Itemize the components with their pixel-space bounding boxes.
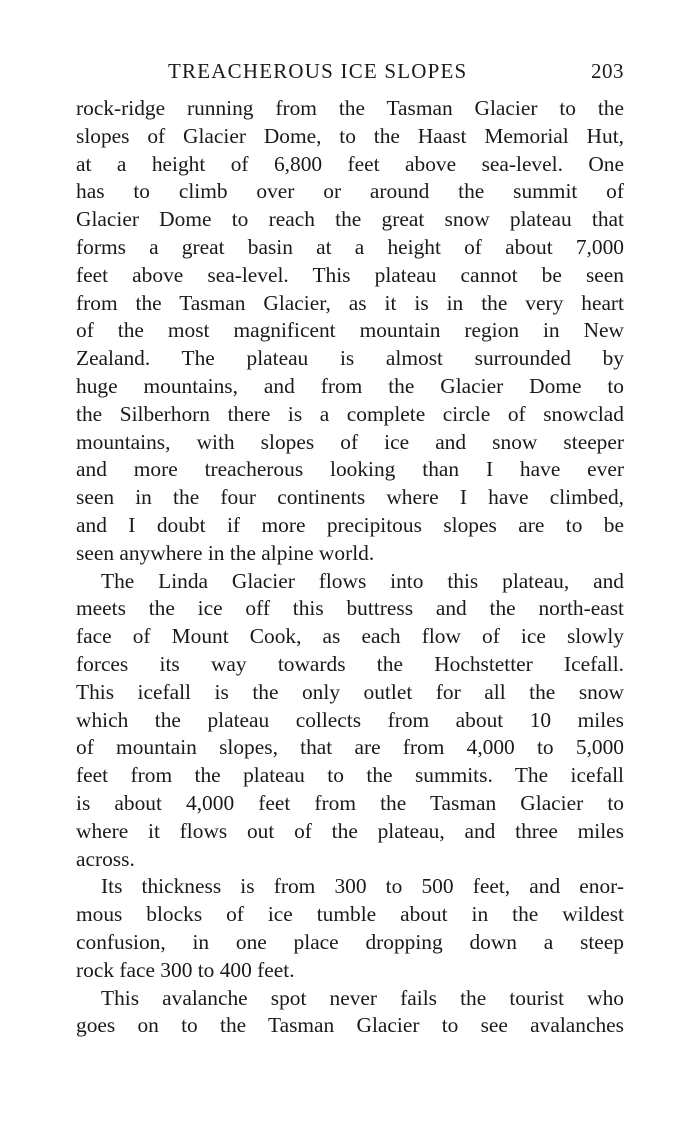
text-line: and more treacherous looking than I have ever (76, 457, 624, 482)
running-header (76, 56, 624, 86)
text-line: and I doubt if more precipitous slopes are to be (76, 512, 624, 537)
text-line: rock-ridge running from the Tasman Glacier to the (76, 96, 624, 120)
text-line: This icefall is the only outlet for all the snow (76, 679, 624, 704)
text-line: has to climb over or around the summit of (76, 179, 624, 204)
text-line: goes on to the Tasman Glacier to see avalanches (76, 1013, 624, 1038)
text-line: mountains, with slopes of ice and snow steeper (76, 429, 624, 454)
text-line: is about 4,000 feet from the Tasman Glacier to (76, 790, 624, 815)
running-title: TREACHEROUS ICE SLOPES (168, 59, 468, 83)
text-line: of mountain slopes, that are from 4,000 to 5,000 (76, 735, 624, 760)
text-line: seen anywhere in the alpine world. (76, 540, 375, 565)
text-line: of the most magnificent mountain region in New (76, 318, 624, 343)
text-line: seen in the four continents where I have climbed, (76, 485, 624, 510)
text-line: feet above sea-level. This plateau cannot be seen (76, 262, 624, 287)
text-line: forms a great basin at a height of about 7,000 (76, 234, 624, 259)
text-line: at a height of 6,800 feet above sea-level. One (76, 151, 624, 176)
text-line: from the Tasman Glacier, as it is in the very heart (76, 290, 624, 315)
text-line: where it flows out of the plateau, and three miles (76, 818, 624, 843)
text-line: Its thickness is from 300 to 500 feet, and enor- (101, 874, 624, 899)
text-line: Glacier Dome to reach the great snow plateau that (76, 207, 624, 232)
text-line: across. (76, 846, 135, 871)
text-line: face of Mount Cook, as each flow of ice slowly (76, 624, 624, 649)
text-line: Zealand. The plateau is almost surrounded by (76, 346, 624, 371)
text-line: meets the ice off this buttress and the north-east (76, 596, 624, 621)
text-line: the Silberhorn there is a complete circle of snowclad (76, 401, 624, 426)
text-line: huge mountains, and from the Glacier Dome to (76, 373, 624, 398)
text-line: rock face 300 to 400 feet. (76, 957, 295, 982)
text-line: feet from the plateau to the summits. The icefall (76, 763, 624, 788)
text-line: slopes of Glacier Dome, to the Haast Memorial Hut, (76, 123, 624, 148)
body-text (76, 95, 624, 1040)
text-line: The Linda Glacier flows into this plateau, and (101, 568, 624, 593)
page-number: 203 (591, 59, 624, 83)
text-line: confusion, in one place dropping down a steep (76, 929, 624, 954)
text-line: which the plateau collects from about 10 miles (76, 707, 624, 732)
text-line: This avalanche spot never fails the tourist who (101, 985, 624, 1010)
text-line: forces its way towards the Hochstetter Icefall. (76, 651, 624, 676)
text-line: mous blocks of ice tumble about in the wildest (76, 902, 624, 927)
